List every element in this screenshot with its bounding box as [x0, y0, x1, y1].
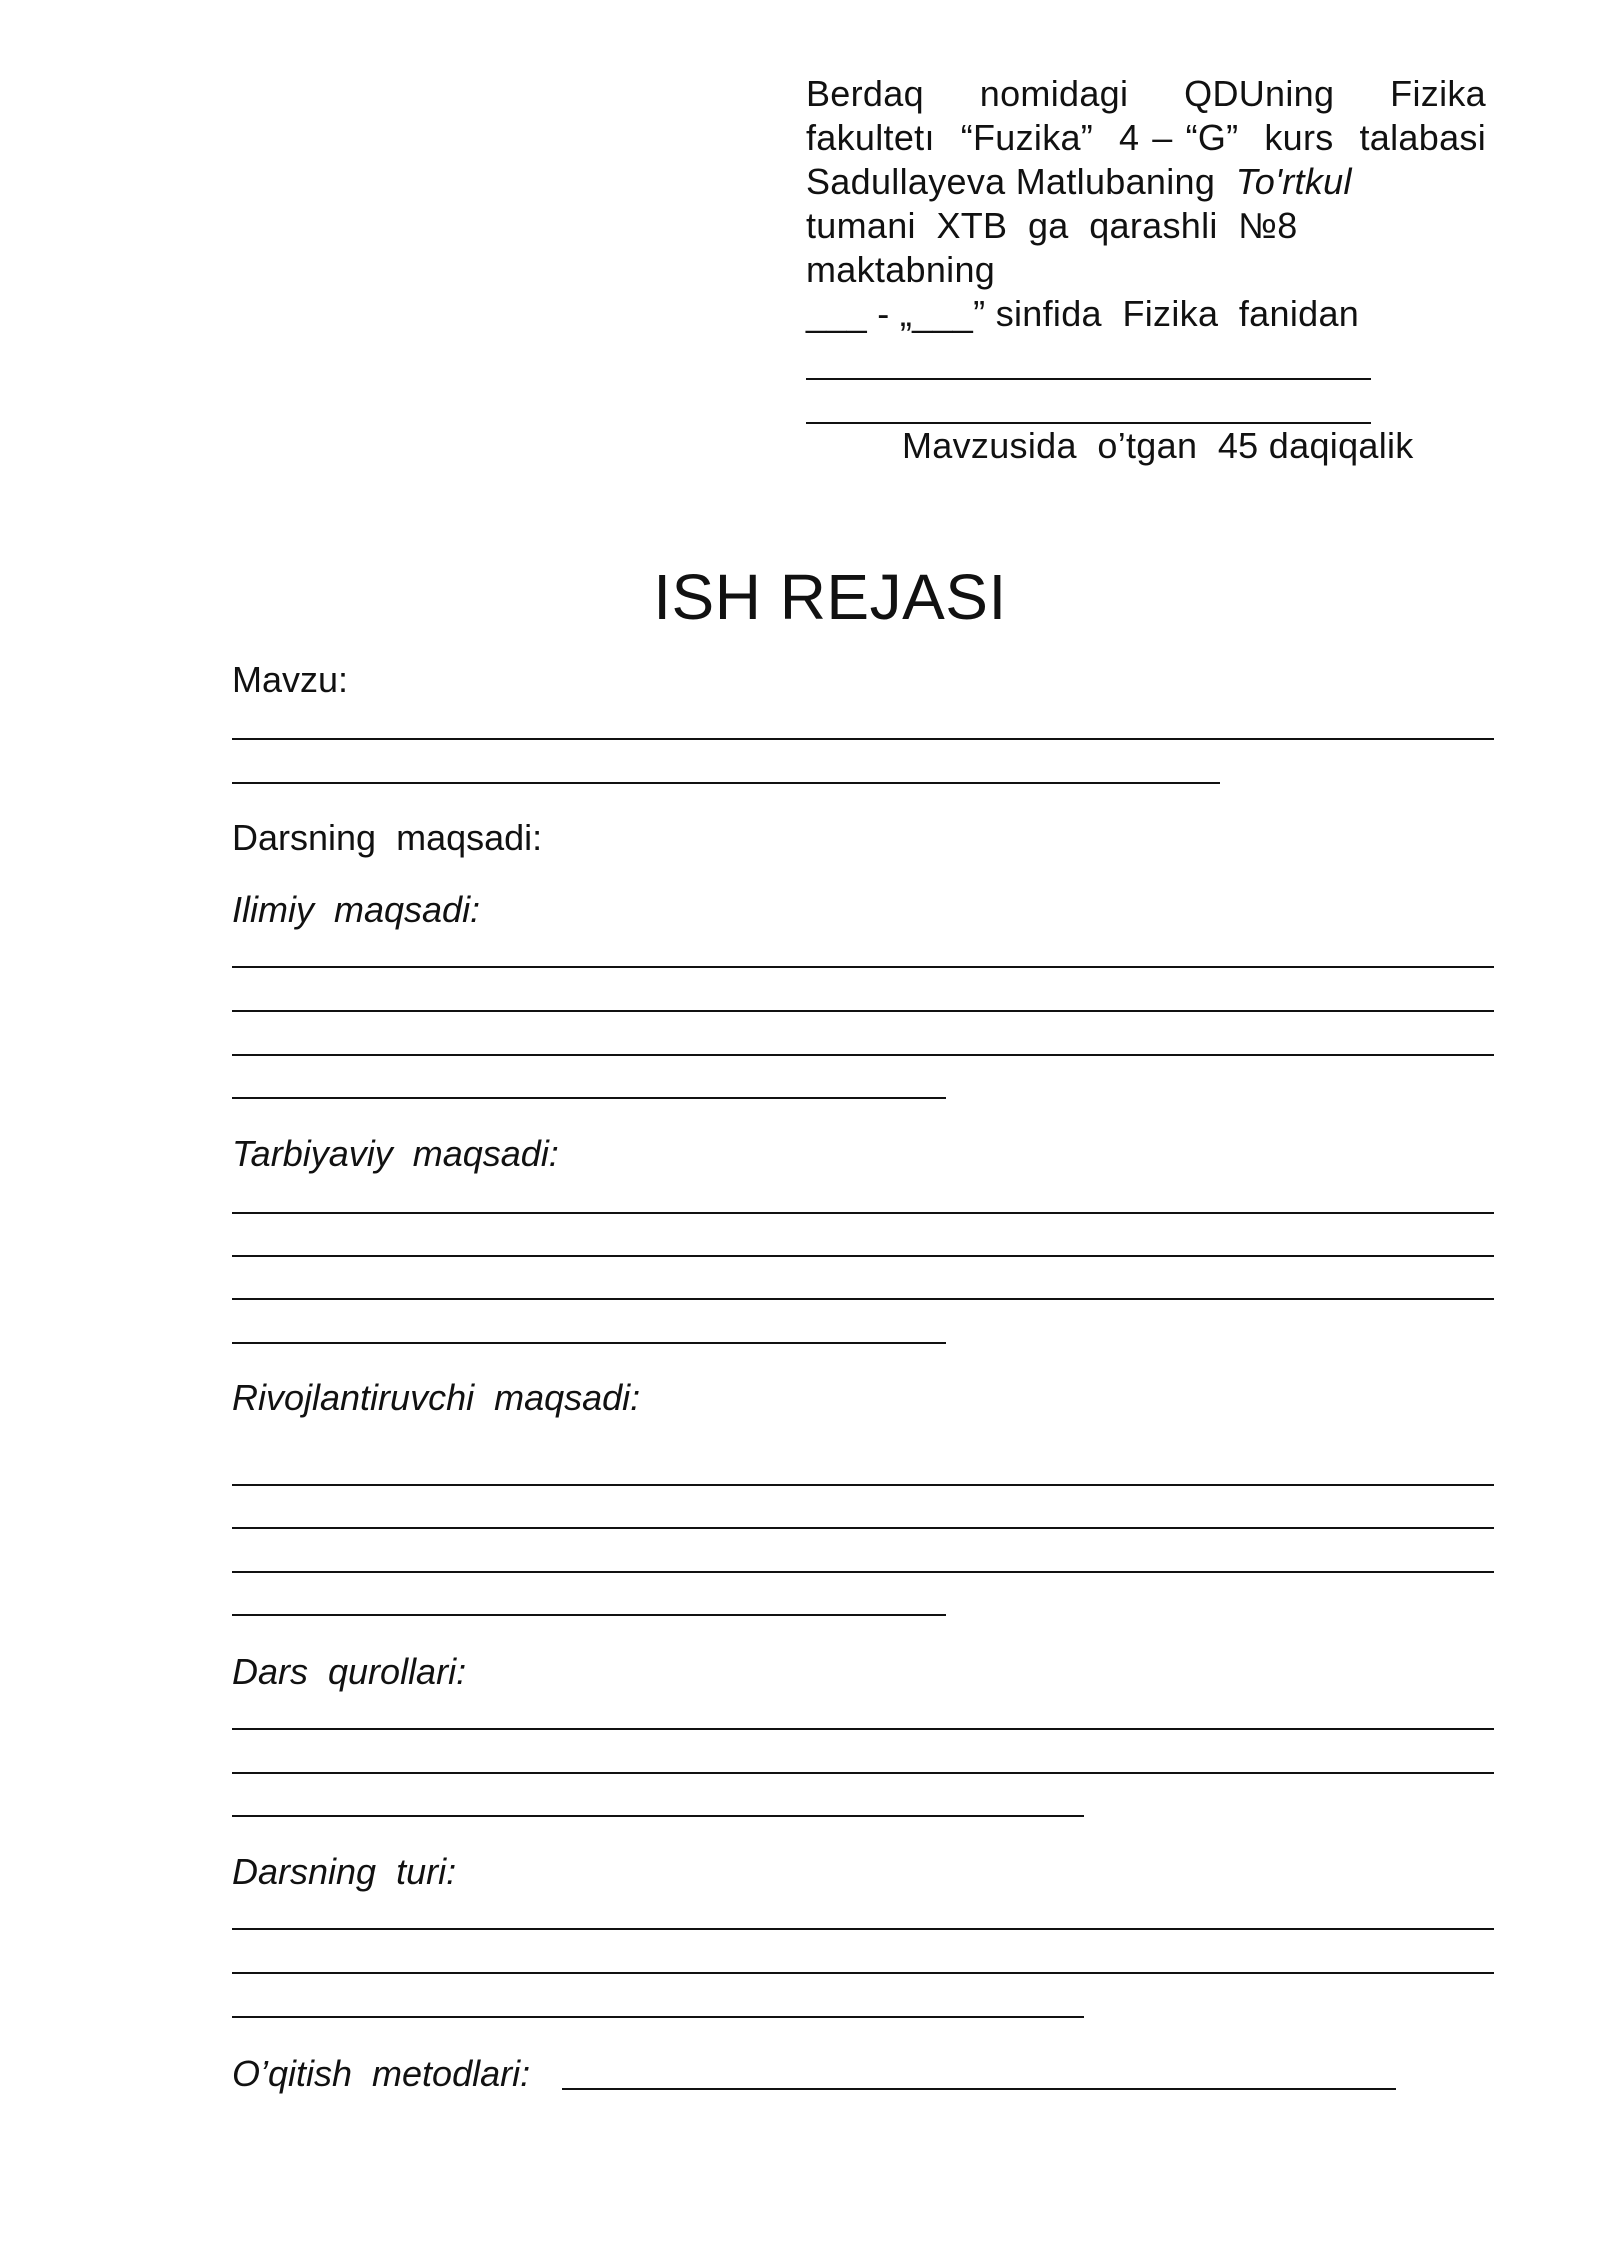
header-blank-line-2: [806, 380, 1371, 424]
rivojlantiruvchi-fill-line: [232, 1614, 946, 1616]
header-line-6: ___ - „___” sinfida Fizika fanidan: [806, 293, 1360, 334]
header-line-5: maktabning: [806, 249, 996, 290]
ilimiy-fill-line: [232, 966, 1494, 968]
tarbiyaviy-fill-line: [232, 1212, 1494, 1214]
mavzu-fill-line: [232, 738, 1494, 740]
student-name: Sadullayeva Matlubaning: [806, 161, 1236, 202]
mavzu-fill-line: [232, 782, 1220, 784]
header-line-2: fakultetı “Fuzika” 4 – “G” kurs talabasi: [806, 117, 1486, 158]
rivojlantiruvchi-maqsadi-label: Rivojlantiruvchi maqsadi:: [232, 1377, 641, 1418]
tarbiyaviy-maqsadi-label: Tarbiyaviy maqsadi:: [232, 1133, 559, 1174]
oqitish-metodlari-fill-line: [562, 2088, 1396, 2090]
district-name: To'rtkul: [1235, 161, 1352, 202]
header-line-4: tumani XTB ga qarashli №8: [806, 205, 1298, 246]
rivojlantiruvchi-fill-line: [232, 1571, 1494, 1573]
ilimiy-fill-line: [232, 1097, 946, 1099]
darsning-turi-fill-line: [232, 1928, 1494, 1930]
header-line-topic: Mavzusida o’tgan 45 daqiqalik: [902, 425, 1414, 466]
ilimiy-fill-line: [232, 1054, 1494, 1056]
tarbiyaviy-fill-line: [232, 1342, 946, 1344]
header-line-3: [806, 160, 1486, 204]
darsning-turi-fill-line: [232, 1972, 1494, 1974]
page-title: ISH REJASI: [653, 561, 1007, 633]
header-line-1: Berdaq nomidagi QDUning Fizika: [806, 73, 1486, 114]
ilimiy-maqsadi-label: Ilimiy maqsadi:: [232, 889, 481, 930]
dars-qurollari-fill-line: [232, 1815, 1084, 1817]
darsning-maqsadi-label: Darsning maqsadi:: [232, 817, 543, 858]
dars-qurollari-label: Dars qurollari:: [232, 1651, 467, 1692]
tarbiyaviy-fill-line: [232, 1298, 1494, 1300]
darsning-turi-label: Darsning turi:: [232, 1851, 457, 1892]
dars-qurollari-fill-line: [232, 1728, 1494, 1730]
dars-qurollari-fill-line: [232, 1772, 1494, 1774]
oqitish-metodlari-label: O’qitish metodlari:: [232, 2053, 531, 2094]
header-blank-line-1: [806, 336, 1371, 380]
rivojlantiruvchi-fill-line: [232, 1484, 1494, 1486]
mavzu-label: Mavzu:: [232, 659, 349, 700]
ilimiy-fill-line: [232, 1010, 1494, 1012]
rivojlantiruvchi-fill-line: [232, 1527, 1494, 1529]
tarbiyaviy-fill-line: [232, 1255, 1494, 1257]
darsning-turi-fill-line: [232, 2016, 1084, 2018]
header-block: [806, 72, 1486, 468]
